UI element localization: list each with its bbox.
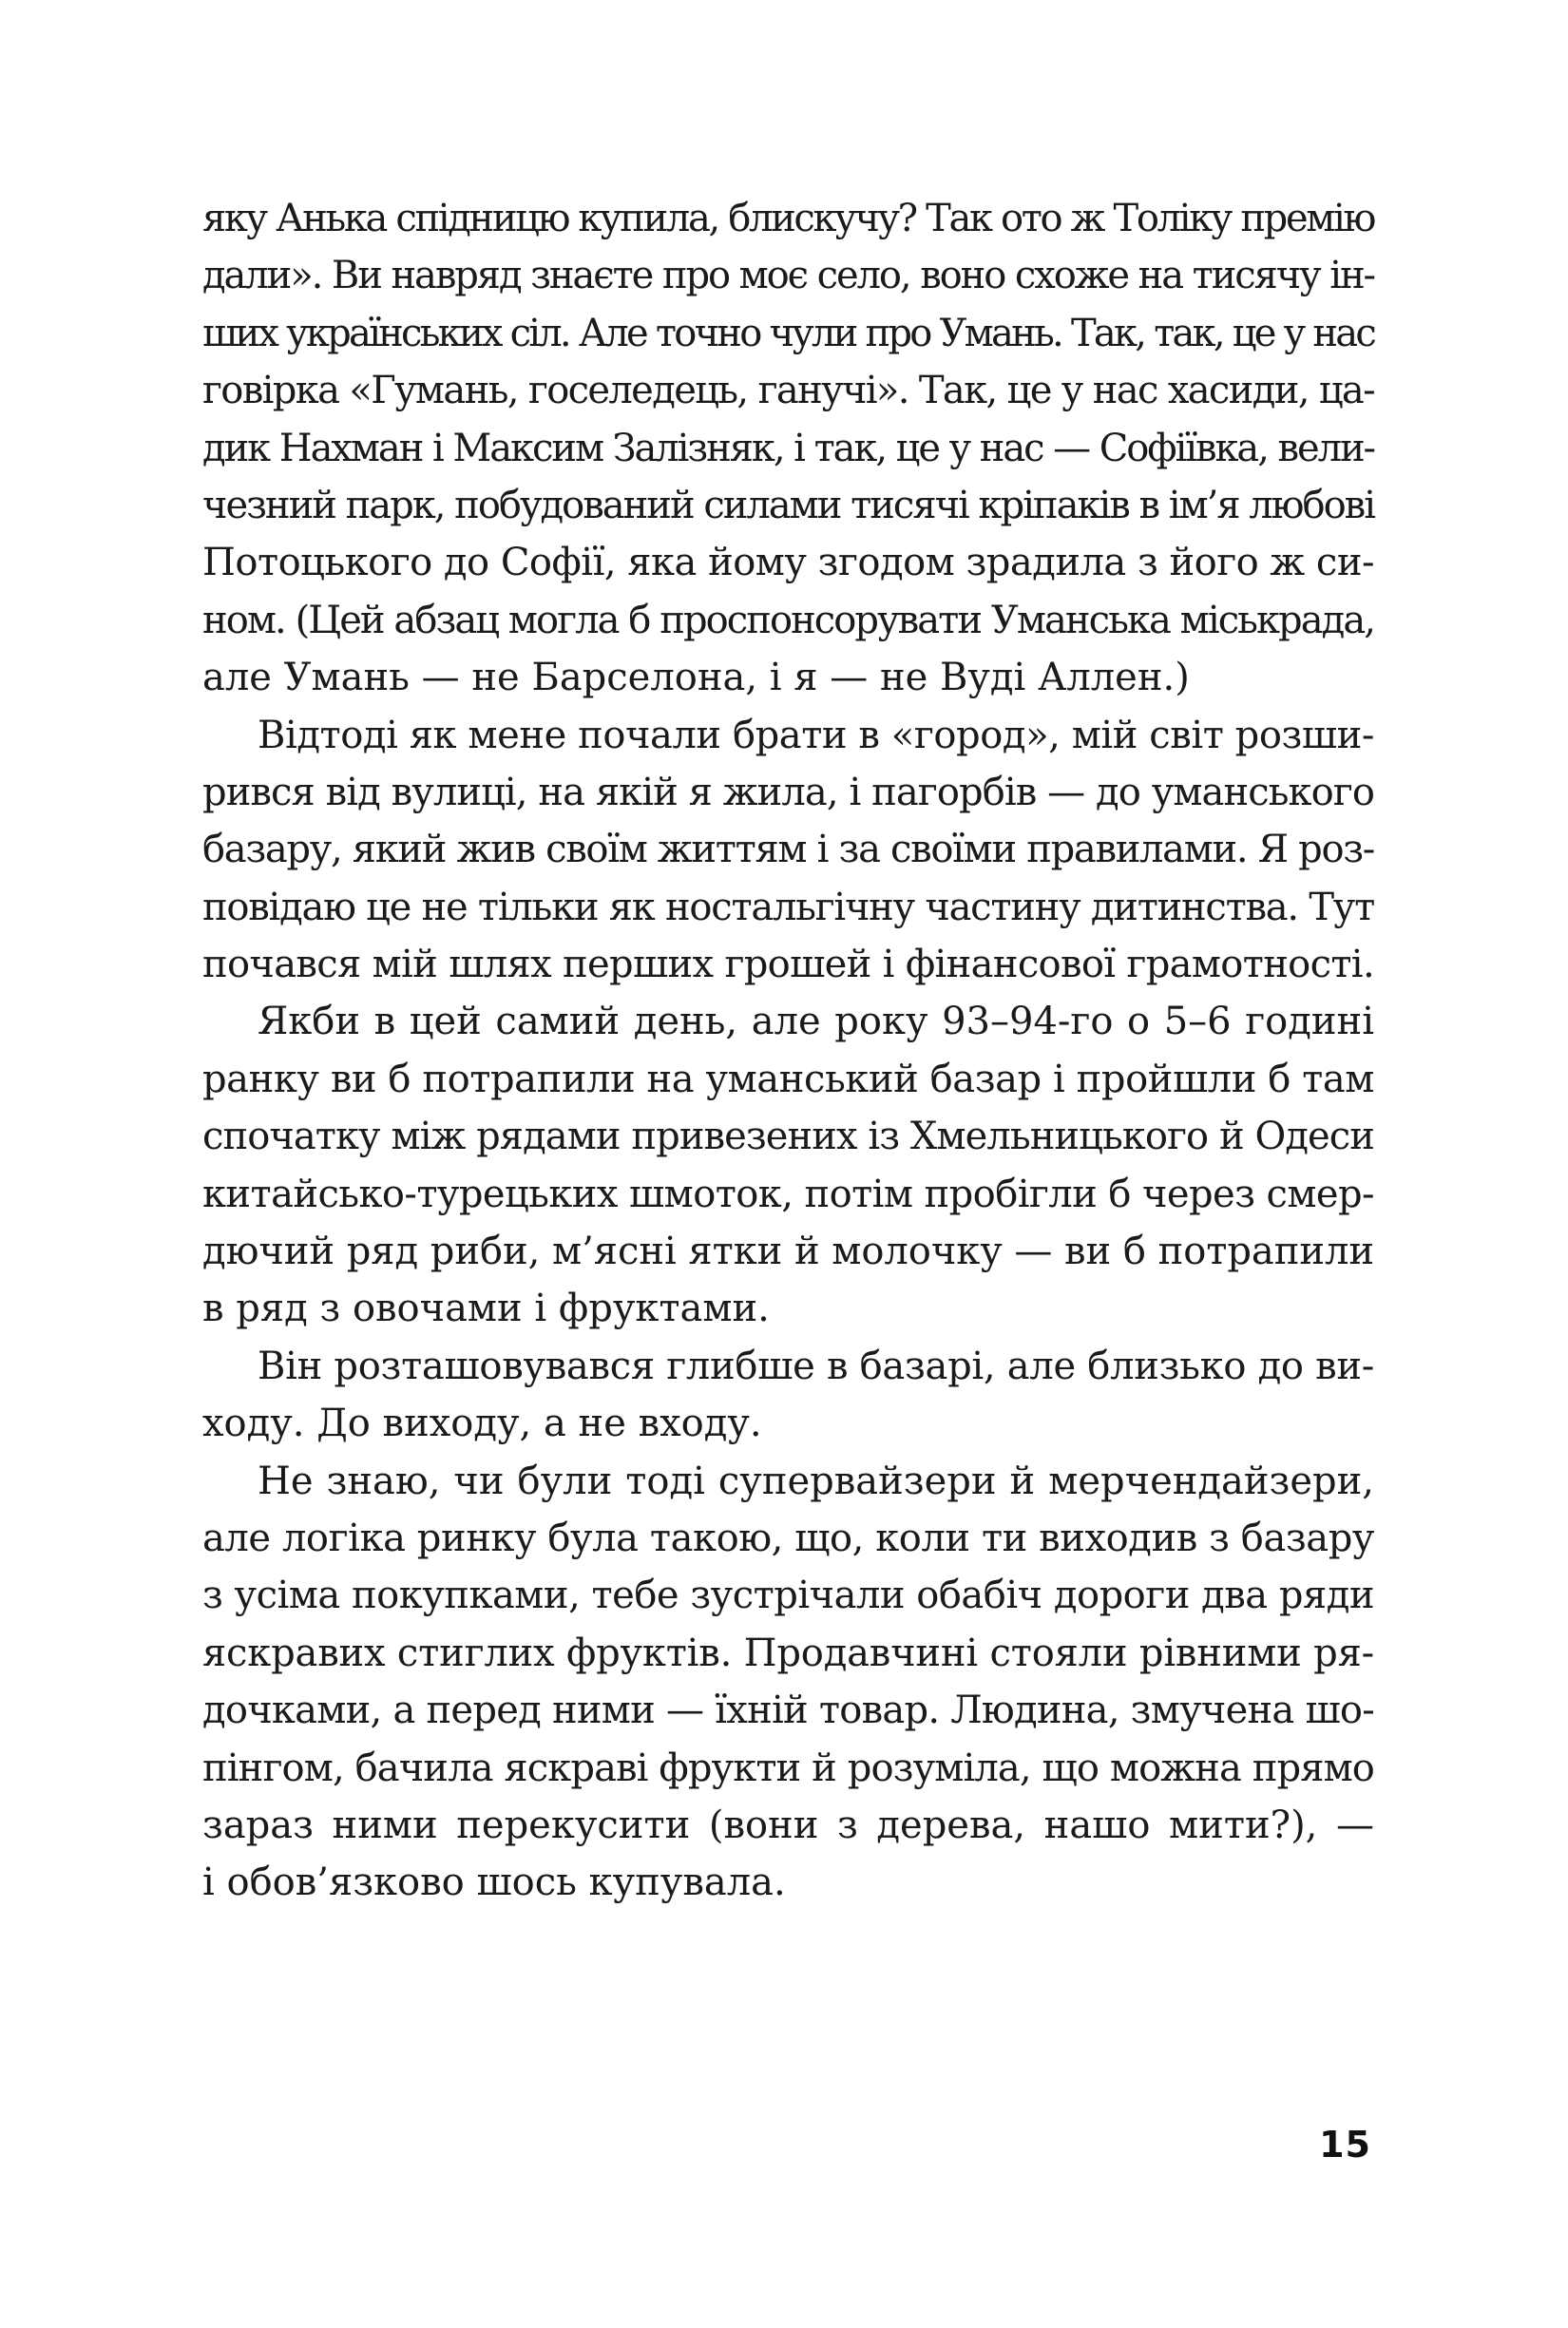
text-line: Якби в цей самий день, але року 93–94-го о 5–6 годині [258, 1000, 1374, 1044]
text-line: рився від вулиці, на якій я жила, і пагорбів — до уманського [202, 770, 1374, 814]
body-text [202, 190, 1374, 1912]
text-line: Не знаю, чи були тоді супервайзери й мерчендайзери, [258, 1459, 1374, 1503]
text-line: Відтоді як мене почали брати в «город», мій світ розши- [258, 713, 1374, 757]
text-line: повідаю це не тільки як ностальгічну частину дитинства. Тут [202, 885, 1374, 929]
text-line: дючий ряд риби, м’ясні ятки й молочку — ви б потрапили [202, 1230, 1374, 1274]
text-line: з усіма покупками, тебе зустрічали обабіч дороги два ряди [202, 1574, 1375, 1618]
text-line: базару, який жив своїм життям і за своїми правилами. Я роз- [202, 828, 1374, 872]
text-line: дали». Ви навряд знаєте про моє село, воно схоже на тисячу ін- [202, 254, 1375, 298]
text-line: зараз ними перекусити (вони з дерева, нашо мити?), — [202, 1803, 1374, 1847]
text-line: але логіка ринку була такою, що, коли ти виходив з базару [202, 1516, 1374, 1560]
text-line: пінгом, бачила яскраві фрукти й розуміла, що можна прямо [202, 1746, 1374, 1790]
text-line: але Умань — не Барселона, і я — не Вуді Аллен.) [202, 656, 1190, 700]
text-line: і обов’язково шось купувала. [202, 1860, 786, 1905]
text-line: яку Анька спідницю купила, блискучу? Так ото ж Толіку премію [202, 197, 1374, 240]
text-line: говірка «Гумань, госеледець, ганучі». Так, це у нас хасиди, ца- [202, 369, 1374, 413]
text-line: ших українських сіл. Але точно чули про Умань. Так, так, це у нас [202, 311, 1375, 355]
text-line: Він розташовувався глибше в базарі, але близько до ви- [258, 1344, 1374, 1388]
text-line: дик Нахман і Максим Залізняк, і так, це у нас — Софіївка, вели- [202, 426, 1374, 470]
text-line: ном. (Цей абзац могла б проспонсорувати Уманська міськрада, [202, 598, 1375, 642]
text-line: Потоцького до Софії, яка йому згодом зрадила з його ж си- [202, 541, 1374, 585]
text-line: почався мій шлях перших грошей і фінансової грамотності. [202, 943, 1374, 987]
text-line: ходу. До виходу, а не входу. [202, 1402, 762, 1446]
page-number: 15 [1319, 2124, 1371, 2166]
text-line: чезний парк, побудований силами тисячі кріпаків в ім’я любові [202, 483, 1374, 527]
text-line: яскравих стиглих фруктів. Продавчині стояли рівними ря- [202, 1631, 1374, 1675]
text-line: дочками, а перед ними — їхній товар. Людина, змучена шо- [202, 1689, 1374, 1733]
text-line: ранку ви б потрапили на уманський базар і пройшли б там [202, 1057, 1374, 1101]
text-line: спочатку між рядами привезених із Хмельницького й Одеси [202, 1115, 1374, 1159]
text-line: китайсько-турецьких шмоток, потім пробігли б через смер- [202, 1172, 1374, 1216]
text-line: в ряд з овочами і фруктами. [202, 1287, 770, 1331]
